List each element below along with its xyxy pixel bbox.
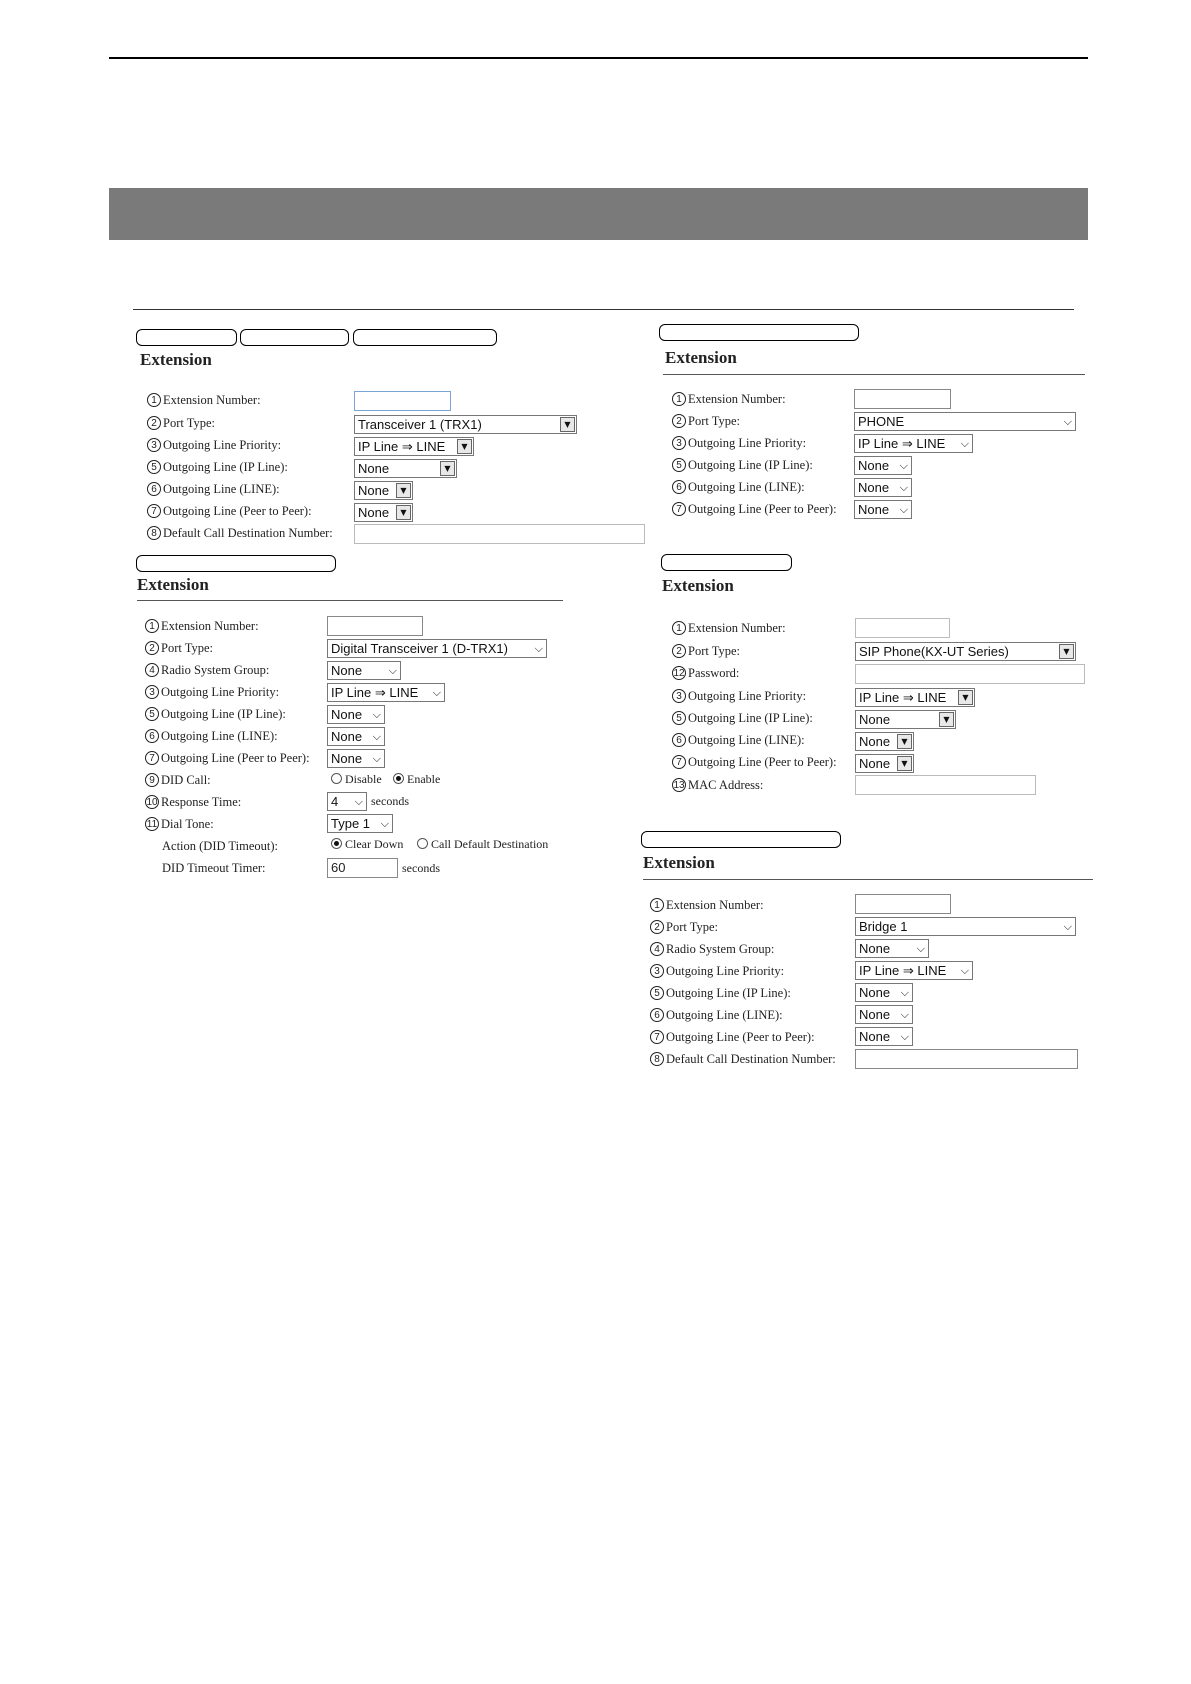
dropdown-arrow-icon: ▼ bbox=[396, 505, 411, 520]
default-call-destination-input[interactable] bbox=[855, 1049, 1078, 1069]
outgoing-line-select[interactable]: None ▼ bbox=[855, 732, 914, 751]
outgoing-line-select[interactable]: None ⌵ bbox=[327, 727, 385, 746]
outgoing-ip-line-select[interactable]: None ▼ bbox=[855, 710, 956, 729]
extension-number-input[interactable] bbox=[327, 616, 423, 636]
caption-pill bbox=[353, 329, 497, 346]
panel-title: Extension bbox=[665, 348, 737, 367]
clear-down-radio[interactable]: Clear Down bbox=[331, 837, 403, 852]
did-timeout-timer-input[interactable]: 60 bbox=[327, 858, 398, 878]
dropdown-arrow-icon: ▼ bbox=[560, 417, 575, 432]
call-default-destination-radio[interactable]: Call Default Destination bbox=[417, 837, 548, 852]
password-input[interactable] bbox=[855, 664, 1085, 684]
panel-title: Extension bbox=[662, 576, 734, 595]
radio-selected-icon bbox=[393, 773, 404, 784]
port-type-label: 2 Port Type: bbox=[672, 412, 740, 430]
outgoing-ip-line-label: 5 Outgoing Line (IP Line): bbox=[650, 984, 791, 1002]
outgoing-ip-line-select[interactable]: None ⌵ bbox=[855, 983, 913, 1002]
outgoing-peer-label: 7 Outgoing Line (Peer to Peer): bbox=[672, 753, 837, 771]
extension-number-input[interactable] bbox=[854, 389, 951, 409]
extension-number-label: 1 Extension Number: bbox=[650, 896, 764, 914]
panel-rule bbox=[137, 600, 563, 601]
outgoing-line-priority-label: 3 Outgoing Line Priority: bbox=[147, 436, 281, 454]
section-title-bar bbox=[109, 188, 1088, 240]
port-type-select[interactable]: Bridge 1 ⌵ bbox=[855, 917, 1076, 936]
outgoing-peer-select[interactable]: None ▼ bbox=[354, 503, 413, 522]
chevron-down-icon: ⌵ bbox=[432, 686, 441, 699]
extension-number-label: 1 Extension Number: bbox=[145, 617, 259, 635]
default-call-destination-label: 8 Default Call Destination Number: bbox=[147, 524, 333, 542]
outgoing-peer-select[interactable]: None ▼ bbox=[855, 754, 914, 773]
did-timeout-timer-unit: seconds bbox=[402, 861, 440, 875]
caption-pill bbox=[136, 555, 336, 572]
dropdown-arrow-icon: ▼ bbox=[897, 734, 912, 749]
outgoing-ip-line-select[interactable]: None ⌵ bbox=[854, 456, 912, 475]
chevron-down-icon: ⌵ bbox=[900, 1008, 909, 1021]
outgoing-line-priority-label: 3 Outgoing Line Priority: bbox=[672, 434, 806, 452]
outgoing-line-priority-select[interactable]: IP Line ⇒ LINE ▼ bbox=[354, 437, 474, 456]
outgoing-line-select[interactable]: None ⌵ bbox=[855, 1005, 913, 1024]
response-time-label: 10 Response Time: bbox=[146, 794, 242, 809]
port-type-select[interactable]: Digital Transceiver 1 (D-TRX1) ⌵ bbox=[327, 639, 547, 658]
outgoing-line-priority-label: 3 Outgoing Line Priority: bbox=[145, 683, 279, 701]
chevron-down-icon: ⌵ bbox=[899, 459, 908, 472]
chevron-down-icon: ⌵ bbox=[916, 942, 925, 955]
chevron-down-icon: ⌵ bbox=[380, 817, 389, 830]
outgoing-line-priority-select[interactable]: IP Line ⇒ LINE ⌵ bbox=[327, 683, 445, 702]
header-rule bbox=[109, 57, 1088, 59]
radio-system-group-select[interactable]: None ⌵ bbox=[327, 661, 401, 680]
outgoing-line-label: 6 Outgoing Line (LINE): bbox=[145, 727, 278, 745]
mac-address-input[interactable] bbox=[855, 775, 1036, 795]
chevron-down-icon: ⌵ bbox=[900, 1030, 909, 1043]
caption-pill bbox=[136, 329, 237, 346]
did-call-disable-radio[interactable]: Disable bbox=[331, 772, 382, 787]
outgoing-line-priority-label: 3 Outgoing Line Priority: bbox=[672, 687, 806, 705]
response-time-select[interactable]: 4 ⌵ bbox=[327, 792, 367, 811]
dial-tone-select[interactable]: Type 1 ⌵ bbox=[327, 814, 393, 833]
outgoing-ip-line-label: 5 Outgoing Line (IP Line): bbox=[672, 456, 813, 474]
extension-number-label: 1 Extension Number: bbox=[147, 391, 261, 409]
default-call-destination-label: 8 Default Call Destination Number: bbox=[650, 1050, 836, 1068]
outgoing-line-priority-select[interactable]: IP Line ⇒ LINE ▼ bbox=[855, 688, 975, 707]
chevron-down-icon: ⌵ bbox=[899, 503, 908, 516]
caption-pill bbox=[641, 831, 841, 848]
radio-system-group-label: 4 Radio System Group: bbox=[145, 661, 269, 679]
outgoing-line-label: 6 Outgoing Line (LINE): bbox=[650, 1006, 783, 1024]
did-timeout-timer-label: DID Timeout Timer: bbox=[162, 860, 266, 875]
extension-number-input[interactable] bbox=[855, 894, 951, 914]
extension-number-input[interactable] bbox=[354, 391, 451, 411]
dropdown-arrow-icon: ▼ bbox=[897, 756, 912, 771]
dropdown-arrow-icon: ▼ bbox=[440, 461, 455, 476]
panel-rule bbox=[643, 879, 1093, 880]
outgoing-peer-label: 7 Outgoing Line (Peer to Peer): bbox=[650, 1028, 815, 1046]
password-label: 12 Password: bbox=[673, 665, 740, 680]
outgoing-peer-select[interactable]: None ⌵ bbox=[854, 500, 912, 519]
chevron-down-icon: ⌵ bbox=[899, 481, 908, 494]
did-call-enable-radio[interactable]: Enable bbox=[393, 772, 440, 787]
extension-number-label: 1 Extension Number: bbox=[672, 390, 786, 408]
chevron-down-icon: ⌵ bbox=[388, 664, 397, 677]
outgoing-ip-line-label: 5 Outgoing Line (IP Line): bbox=[672, 709, 813, 727]
caption-pill bbox=[240, 329, 349, 346]
chevron-down-icon: ⌵ bbox=[372, 708, 381, 721]
default-call-destination-input[interactable] bbox=[354, 524, 645, 544]
dropdown-arrow-icon: ▼ bbox=[958, 690, 973, 705]
dial-tone-label: 11 Dial Tone: bbox=[146, 816, 214, 831]
outgoing-line-label: 6 Outgoing Line (LINE): bbox=[672, 731, 805, 749]
outgoing-peer-select[interactable]: None ⌵ bbox=[855, 1027, 913, 1046]
port-type-select[interactable]: Transceiver 1 (TRX1) ▼ bbox=[354, 415, 577, 434]
mac-address-label: 13 MAC Address: bbox=[673, 777, 764, 792]
outgoing-ip-line-select[interactable]: None ⌵ bbox=[327, 705, 385, 724]
panel-title: Extension bbox=[140, 350, 212, 369]
dropdown-arrow-icon: ▼ bbox=[939, 712, 954, 727]
outgoing-peer-label: 7 Outgoing Line (Peer to Peer): bbox=[145, 749, 310, 767]
chevron-down-icon: ⌵ bbox=[372, 752, 381, 765]
dropdown-arrow-icon: ▼ bbox=[396, 483, 411, 498]
dropdown-arrow-icon: ▼ bbox=[457, 439, 472, 454]
outgoing-ip-line-label: 5 Outgoing Line (IP Line): bbox=[147, 458, 288, 476]
outgoing-peer-select[interactable]: None ⌵ bbox=[327, 749, 385, 768]
outgoing-line-select[interactable]: None ⌵ bbox=[854, 478, 912, 497]
radio-system-group-label: 4 Radio System Group: bbox=[650, 940, 774, 958]
outgoing-ip-line-label: 5 Outgoing Line (IP Line): bbox=[145, 705, 286, 723]
chevron-down-icon: ⌵ bbox=[900, 986, 909, 999]
chevron-down-icon: ⌵ bbox=[1063, 920, 1072, 933]
port-type-select[interactable]: PHONE ⌵ bbox=[854, 412, 1076, 431]
radio-icon bbox=[331, 773, 342, 784]
caption-pill bbox=[659, 324, 859, 341]
response-time-unit: seconds bbox=[371, 794, 409, 808]
extension-number-label: 1 Extension Number: bbox=[672, 619, 786, 637]
port-type-label: 2 Port Type: bbox=[147, 414, 215, 432]
outgoing-line-label: 6 Outgoing Line (LINE): bbox=[147, 480, 280, 498]
panel-title: Extension bbox=[643, 853, 715, 872]
outgoing-peer-label: 7 Outgoing Line (Peer to Peer): bbox=[147, 502, 312, 520]
outgoing-line-priority-select[interactable]: IP Line ⇒ LINE ⌵ bbox=[854, 434, 973, 453]
chevron-down-icon: ⌵ bbox=[1063, 415, 1072, 428]
panel-title: Extension bbox=[137, 575, 209, 594]
port-type-select[interactable]: SIP Phone(KX-UT Series) ▼ bbox=[855, 642, 1076, 661]
outgoing-line-label: 6 Outgoing Line (LINE): bbox=[672, 478, 805, 496]
radio-selected-icon bbox=[331, 838, 342, 849]
panel-rule bbox=[663, 374, 1085, 375]
caption-pill bbox=[661, 554, 792, 571]
port-type-label: 2 Port Type: bbox=[672, 642, 740, 660]
chevron-down-icon: ⌵ bbox=[354, 795, 363, 808]
outgoing-line-select[interactable]: None ▼ bbox=[354, 481, 413, 500]
outgoing-peer-label: 7 Outgoing Line (Peer to Peer): bbox=[672, 500, 837, 518]
chevron-down-icon: ⌵ bbox=[960, 437, 969, 450]
did-timeout-action-label: Action (DID Timeout): bbox=[162, 838, 278, 853]
chevron-down-icon: ⌵ bbox=[534, 642, 543, 655]
chevron-down-icon: ⌵ bbox=[960, 964, 969, 977]
outgoing-line-priority-select[interactable]: IP Line ⇒ LINE ⌵ bbox=[855, 961, 973, 980]
outgoing-line-priority-label: 3 Outgoing Line Priority: bbox=[650, 962, 784, 980]
port-type-label: 2 Port Type: bbox=[650, 918, 718, 936]
extension-number-input[interactable] bbox=[855, 618, 950, 638]
dropdown-arrow-icon: ▼ bbox=[1059, 644, 1074, 659]
radio-icon bbox=[417, 838, 428, 849]
outgoing-ip-line-select[interactable]: None ▼ bbox=[354, 459, 457, 478]
screenshots-top-rule bbox=[133, 309, 1074, 310]
radio-system-group-select[interactable]: None ⌵ bbox=[855, 939, 929, 958]
did-call-label: 9 DID Call: bbox=[145, 771, 211, 789]
port-type-label: 2 Port Type: bbox=[145, 639, 213, 657]
chevron-down-icon: ⌵ bbox=[372, 730, 381, 743]
